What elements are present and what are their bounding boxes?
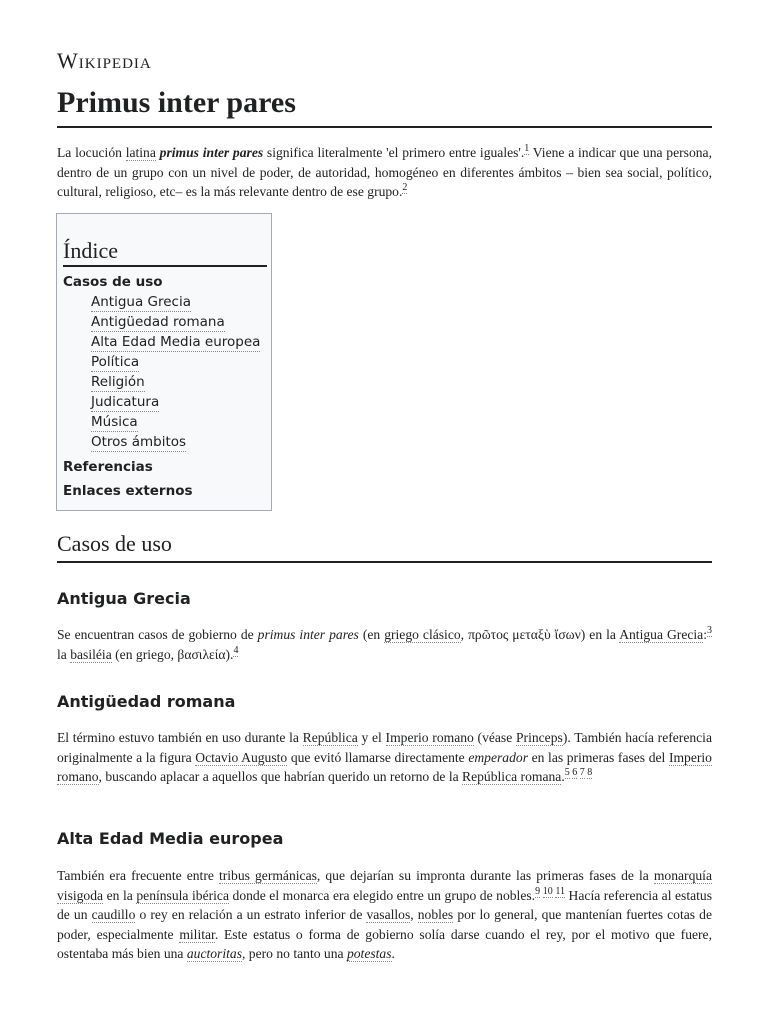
link-octavio-augusto[interactable]: Octavio Augusto bbox=[195, 749, 288, 765]
link-caudillo[interactable]: caudillo bbox=[91, 907, 136, 922]
table-of-contents bbox=[56, 213, 272, 511]
link-auctoritas[interactable]: auctoritas bbox=[186, 946, 242, 961]
toc-item-casos-de-uso[interactable]: Casos de uso bbox=[63, 274, 163, 290]
ref-3[interactable]: 3 bbox=[707, 625, 712, 637]
toc-title: Índice bbox=[63, 238, 267, 267]
paragraph-antigua-grecia: Se encuentran casos de gobierno de primus inter pares (en griego clásico, πρῶτος μεταξὺ ἴσων) en la Antigua Grecia:$^3$ la basiléia (en griego, βασιλεία).$^4$ bbox=[57, 625, 712, 662]
link-militar[interactable]: militar bbox=[179, 926, 215, 942]
toc-item-antiguedad-romana[interactable]: Antigüedad romana bbox=[91, 314, 225, 330]
toc-item-alta-edad-media[interactable]: Alta Edad Media europea bbox=[91, 334, 261, 350]
link-imperio-romano-2[interactable]: Imperio romano bbox=[57, 749, 712, 784]
page-title: Primus inter pares bbox=[57, 86, 712, 128]
toc-item-referencias[interactable]: Referencias bbox=[63, 459, 153, 475]
link-imperio-romano[interactable]: Imperio romano bbox=[385, 730, 474, 745]
toc-item-judicatura[interactable]: Judicatura bbox=[91, 394, 160, 410]
ref-4[interactable]: 4 bbox=[233, 644, 239, 656]
section-heading-antigua-grecia: Antigua Grecia bbox=[57, 589, 191, 608]
toc-item-otros-ambitos[interactable]: Otros ámbitos bbox=[91, 434, 187, 450]
section-heading-antiguedad-romana: Antigüedad romana bbox=[57, 692, 236, 711]
link-potestas[interactable]: potestas bbox=[346, 946, 392, 961]
section-heading-casos-de-uso: Casos de uso bbox=[57, 531, 712, 563]
ref-2[interactable]: 2 bbox=[402, 182, 408, 194]
wikipedia-logo[interactable]: Wikipedia bbox=[57, 48, 152, 73]
paragraph-alta-edad-media: También era frecuente entre tribus germánicas, que dejarían su impronta durante las primeras fases de la monarquía visigoda en la península ibérica donde el monarca era elegido entre un grupo de nobles.$^{9 10 11}$ Hacía referencia al estatus de un caudillo o rey en relación a un estrato inferior de vasallos, nobles por lo general, que mantenían fuertes cotas de poder, especialmente militar. Este estatus o forma de gobierno solía darse cuando el rey, por el motivo que fuere, ostentaba más bien una auctoritas, pero no tanto una potestas. bbox=[57, 868, 713, 961]
ref-11[interactable]: 11 bbox=[555, 885, 566, 897]
ref-10[interactable]: 10 bbox=[542, 885, 553, 897]
link-basileia[interactable]: basiléia bbox=[70, 646, 112, 662]
link-peninsula-iberica[interactable]: península ibérica bbox=[136, 887, 229, 903]
toc-item-religion[interactable]: Religión bbox=[91, 374, 145, 390]
toc-item-antigua-grecia[interactable]: Antigua Grecia bbox=[91, 294, 191, 310]
link-monarquia-visigoda[interactable]: monarquía visigoda bbox=[57, 868, 712, 903]
intro-paragraph: La locución latina primus inter pares significa literalmente 'el primero entre iguales'.$^1$ Viene a indicar que una persona, dentro de un grupo con un nivel de poder, de autoridad, homogéneo en diferentes ámbitos – bien sea social, político, cultural, religioso, etc– es la más relevante dentro de ese grupo.$^2$ bbox=[57, 143, 712, 199]
link-griego-clasico[interactable]: griego clásico bbox=[384, 627, 461, 642]
toc-item-politica[interactable]: Política bbox=[91, 354, 140, 370]
ref-6[interactable]: 6 bbox=[572, 767, 578, 779]
link-latina[interactable]: latina bbox=[125, 145, 156, 160]
link-nobles[interactable]: nobles bbox=[417, 907, 454, 922]
link-antigua-grecia[interactable]: Antigua Grecia bbox=[619, 627, 704, 642]
paragraph-antiguedad-romana: El término estuvo también en uso durante la República y el Imperio romano (véase Princeps). También hacía referencia originalmente a la figura Octavio Augusto que evitó llamarse directamente emperador en las primeras fases del Imperio romano, buscando aplacar a aquellos que habrían querido un retorno de la República romana.$^{5 6 7 8}$ bbox=[57, 730, 712, 784]
toc-item-musica[interactable]: Música bbox=[91, 414, 138, 430]
ref-5[interactable]: 5 bbox=[564, 767, 570, 779]
link-republica[interactable]: República bbox=[302, 730, 358, 745]
ref-8[interactable]: 8 bbox=[587, 767, 593, 779]
link-tribus-germanicas[interactable]: tribus germánicas bbox=[218, 868, 317, 883]
link-princeps[interactable]: Princeps bbox=[515, 730, 563, 745]
ref-7[interactable]: 7 bbox=[579, 767, 585, 779]
section-heading-alta-edad-media: Alta Edad Media europea bbox=[57, 829, 284, 848]
link-republica-romana[interactable]: República romana bbox=[462, 769, 562, 784]
link-vasallos[interactable]: vasallos bbox=[366, 907, 411, 922]
ref-1[interactable]: 1 bbox=[524, 143, 530, 155]
ref-9[interactable]: 9 bbox=[535, 885, 541, 897]
toc-item-enlaces-externos[interactable]: Enlaces externos bbox=[63, 483, 193, 499]
